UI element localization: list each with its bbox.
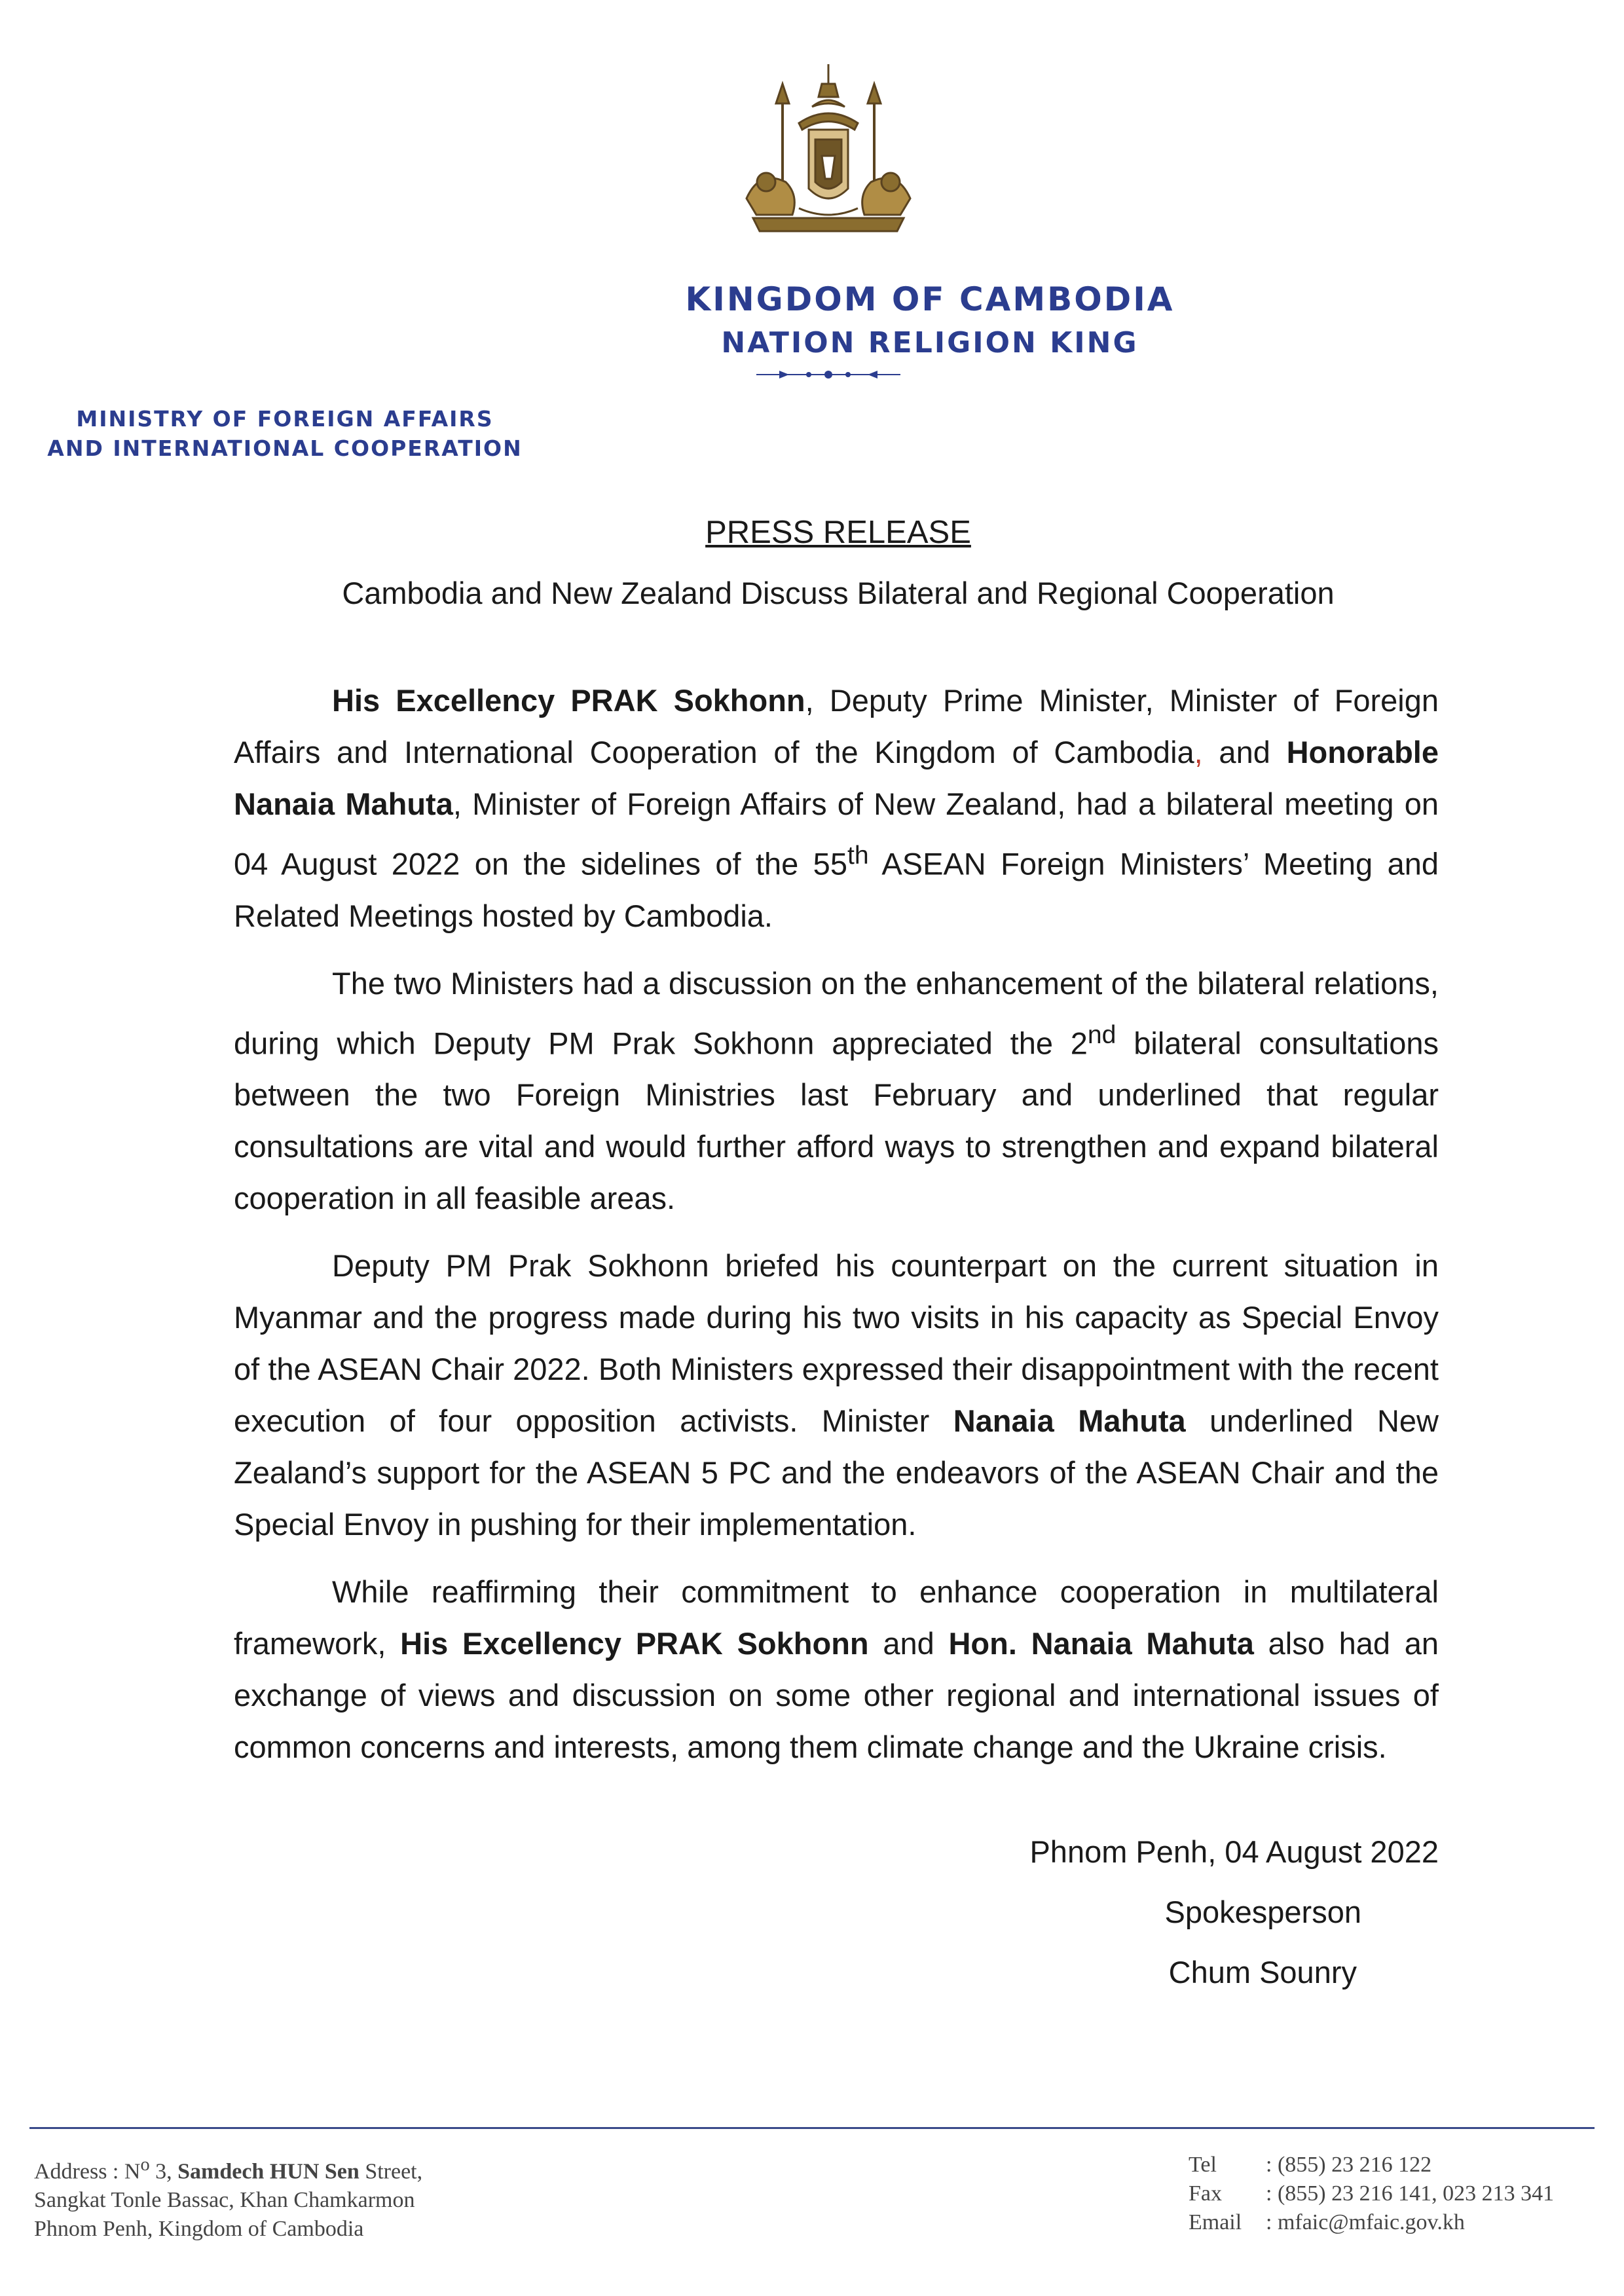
paragraph-1	[234, 675, 1439, 942]
p3-text-1: Deputy PM Prak Sokhonn briefed his counterpart on the current situation in Myanmar and the progress made during his two visits in his capacity as Special Envoy of the ASEAN Chair 2022. Both Ministers expressed their disappointment with the recent execution of four opposition activists. Minister	[234, 1248, 1439, 1439]
p3-text-2: underlined New Zealand’s support for the ASEAN 5 PC and the endeavors of the ASEAN Chair and the Special Envoy in pushing for their implementation.	[234, 1403, 1439, 1542]
kingdom-title: KINGDOM OF CAMBODIA	[685, 280, 1175, 318]
p4-text-3: also had an exchange of views and discussion on some other regional and international issues of common concerns and interests, among them climate change and the Ukraine crisis.	[234, 1626, 1439, 1765]
fax-value: : (855) 23 216 141, 023 213 341	[1266, 2181, 1555, 2206]
p1-text-4: ASEAN Foreign Ministers’ Meeting and Related Meetings hosted by Cambodia.	[234, 846, 1439, 933]
name-honorable: Honorable Nanaia Mahuta	[234, 735, 1439, 821]
fax-label: Fax	[1189, 2181, 1222, 2206]
email-value: : mfaic@mfaic.gov.kh	[1266, 2210, 1465, 2234]
p1-text-2: and	[1202, 735, 1287, 769]
email-label: Email	[1189, 2210, 1242, 2234]
paragraph-3	[234, 1240, 1439, 1550]
name-hon: Hon. Nanaia Mahuta	[948, 1626, 1254, 1661]
signature-name: Chum Sounry	[1168, 1955, 1357, 1990]
signature-role: Spokesperson	[1164, 1895, 1361, 1929]
address-no-superscript: o	[140, 2155, 150, 2175]
contact-email-row	[1189, 2208, 1554, 2237]
ministry-name-line1: MINISTRY OF FOREIGN AFFAIRS	[76, 406, 494, 432]
address-line-2: Sangkat Tonle Bassac, Khan Chamkarmon	[34, 2188, 415, 2213]
body-text	[234, 675, 1439, 1788]
p2-text-1: The two Ministers had a discussion on the enhancement of the bilateral relations, during which Deputy PM Prak Sokhonn appreciated the 2	[234, 965, 1439, 1061]
footer-address	[34, 2151, 422, 2244]
p1-red-comma: ,	[1194, 735, 1203, 769]
paragraph-4	[234, 1566, 1439, 1773]
paragraph-2	[234, 957, 1439, 1225]
press-release-subtitle: Cambodia and New Zealand Discuss Bilateral and Regional Cooperation	[342, 576, 1335, 610]
contact-tel-row	[1189, 2151, 1554, 2179]
name-his-excellency: His Excellency PRAK Sokhonn	[332, 683, 805, 718]
address-street-bold: Samdech HUN Sen	[177, 2159, 360, 2184]
signature-place-date: Phnom Penh, 04 August 2022	[1029, 1834, 1439, 1869]
footer-divider	[29, 2127, 1595, 2129]
name-his-excellency-2: His Excellency PRAK Sokhonn	[400, 1626, 869, 1661]
contact-fax-row	[1189, 2179, 1554, 2208]
kingdom-motto: NATION RELIGION KING	[721, 326, 1139, 360]
p2-superscript: nd	[1087, 1020, 1116, 1049]
p1-superscript: th	[847, 842, 869, 870]
address-line-1	[34, 2151, 422, 2186]
p4-text-1: While reaffirming their commitment to enhance cooperation in multilateral framework,	[234, 1574, 1439, 1661]
tel-label: Tel	[1189, 2153, 1217, 2177]
ministry-name-line2: AND INTERNATIONAL COOPERATION	[47, 435, 523, 461]
p2-text-2: bilateral consultations between the two Foreign Ministries last February and underlined that regular consultations are vital and would further afford ways to strengthen and expand bilateral cooperation in all feasible areas.	[234, 1026, 1439, 1216]
tel-value: : (855) 23 216 122	[1266, 2153, 1432, 2177]
name-minister: Nanaia Mahuta	[953, 1403, 1186, 1439]
footer-contact	[1189, 2151, 1554, 2237]
address-prefix: Address : N	[34, 2159, 141, 2184]
address-number: 3,	[149, 2159, 178, 2184]
p1-text-3: , Minister of Foreign Affairs of New Zealand, had a bilateral meeting on 04 August 2022 on the sidelines of the 55	[234, 787, 1439, 881]
royal-arms-emblem-icon	[720, 58, 936, 248]
p4-text-2: and	[868, 1626, 949, 1661]
p1-text-1: , Deputy Prime Minister, Minister of Foreign Affairs and International Cooperation of the Kingdom of Cambodia	[234, 683, 1439, 769]
ornament-divider-icon	[753, 367, 904, 382]
address-line-3: Phnom Penh, Kingdom of Cambodia	[34, 2217, 364, 2242]
press-release-title: PRESS RELEASE	[705, 515, 971, 550]
address-street: Street,	[359, 2159, 423, 2184]
